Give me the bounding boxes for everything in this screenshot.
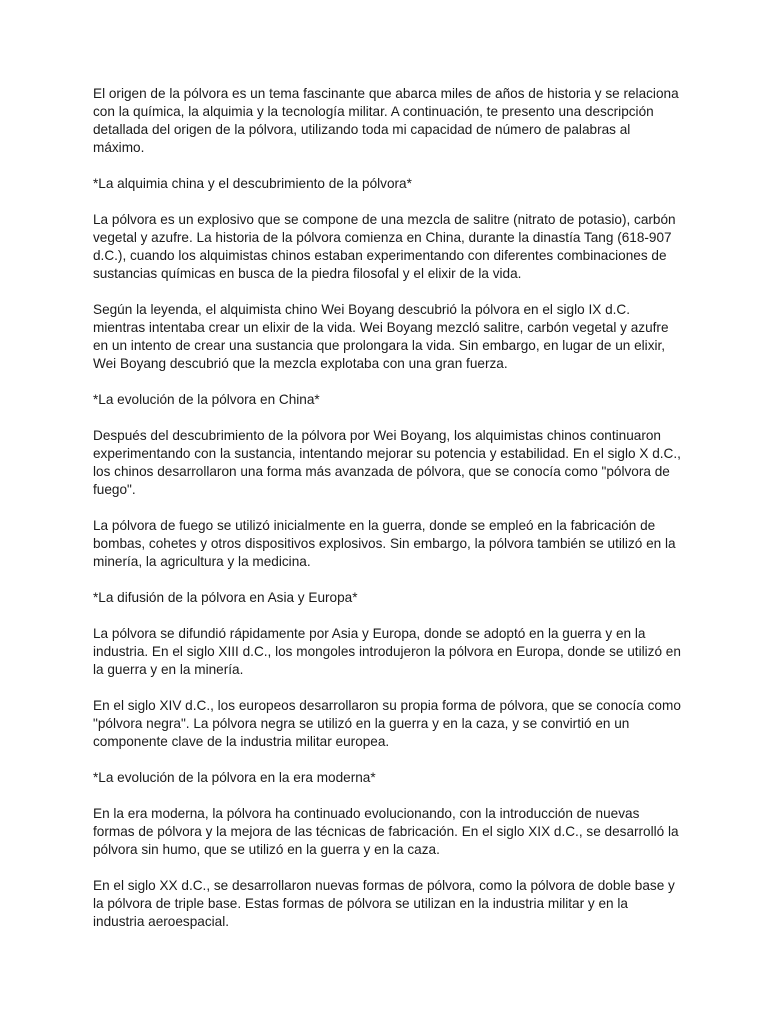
intro-paragraph: El origen de la pólvora es un tema fascinante que abarca miles de años de historia y se relaciona con la química, la alquimia y la tecnología militar. A continuación, te presento una descripción detallada del origen de la pólvora, utilizando toda mi capacidad de número de palabras al máximo. [93,86,679,155]
paragraph-doble-triple-base: En el siglo XX d.C., se desarrollaron nuevas formas de pólvora, como la pólvora de doble base y la pólvora de triple base. Estas formas de pólvora se utilizan en la industria militar y en la industria aeroespacial. [93,878,675,929]
paragraph-polvora-sin-humo: En la era moderna, la pólvora ha continuado evolucionando, con la introducción de nuevas formas de pólvora y la mejora de las técnicas de fabricación. En el siglo XIX d.C., se desarrolló la pólvora sin humo, que se utilizó en la guerra y en la caza. [93,806,679,857]
paragraph-composicion: La pólvora es un explosivo que se compone de una mezcla de salitre (nitrato de potasio), carbón vegetal y azufre. La historia de la pólvora comienza en China, durante la dinastía Tang (618-907 d.C.), cuando los alquimistas chinos estaban experimentando con diferentes combinaciones de sustancias químicas en busca de la piedra filosofal y el elixir de la vida. [93,212,676,281]
section-heading-difusion: *La difusión de la pólvora en Asia y Europa* [93,590,358,605]
paragraph-difusion-asia-europa: La pólvora se difundió rápidamente por Asia y Europa, donde se adoptó en la guerra y en la industria. En el siglo XIII d.C., los mongoles introdujeron la pólvora en Europa, donde se utilizó en la guerra y en la minería. [93,626,681,677]
document-page [93,85,683,949]
paragraph-usos-polvora-fuego: La pólvora de fuego se utilizó inicialmente en la guerra, donde se empleó en la fabricación de bombas, cohetes y otros dispositivos explosivos. Sin embargo, la pólvora también se utilizó en la minería, la agricultura y la medicina. [93,518,676,569]
paragraph-leyenda-wei-boyang: Según la leyenda, el alquimista chino Wei Boyang descubrió la pólvora en el siglo IX d.C. mientras intentaba crear un elixir de la vida. Wei Boyang mezcló salitre, carbón vegetal y azufre en un intento de crear una sustancia que prolongara la vida. Sin embargo, en lugar de un elixir, Wei Boyang descubrió que la mezcla explotaba con una gran fuerza. [93,302,669,371]
section-heading-era-moderna: *La evolución de la pólvora en la era moderna* [93,770,376,785]
section-heading-alquimia-china: *La alquimia china y el descubrimiento de la pólvora* [93,176,412,191]
section-heading-evolucion-china: *La evolución de la pólvora en China* [93,392,320,407]
paragraph-polvora-negra: En el siglo XIV d.C., los europeos desarrollaron su propia forma de pólvora, que se conocía como "pólvora negra". La pólvora negra se utilizó en la guerra y en la caza, y se convirtió en un componente clave de la industria militar europea. [93,698,681,749]
paragraph-polvora-de-fuego: Después del descubrimiento de la pólvora por Wei Boyang, los alquimistas chinos continuaron experimentando con la sustancia, intentando mejorar su potencia y estabilidad. En el siglo X d.C., los chinos desarrollaron una forma más avanzada de pólvora, que se conocía como "pólvora de fuego". [93,428,681,497]
